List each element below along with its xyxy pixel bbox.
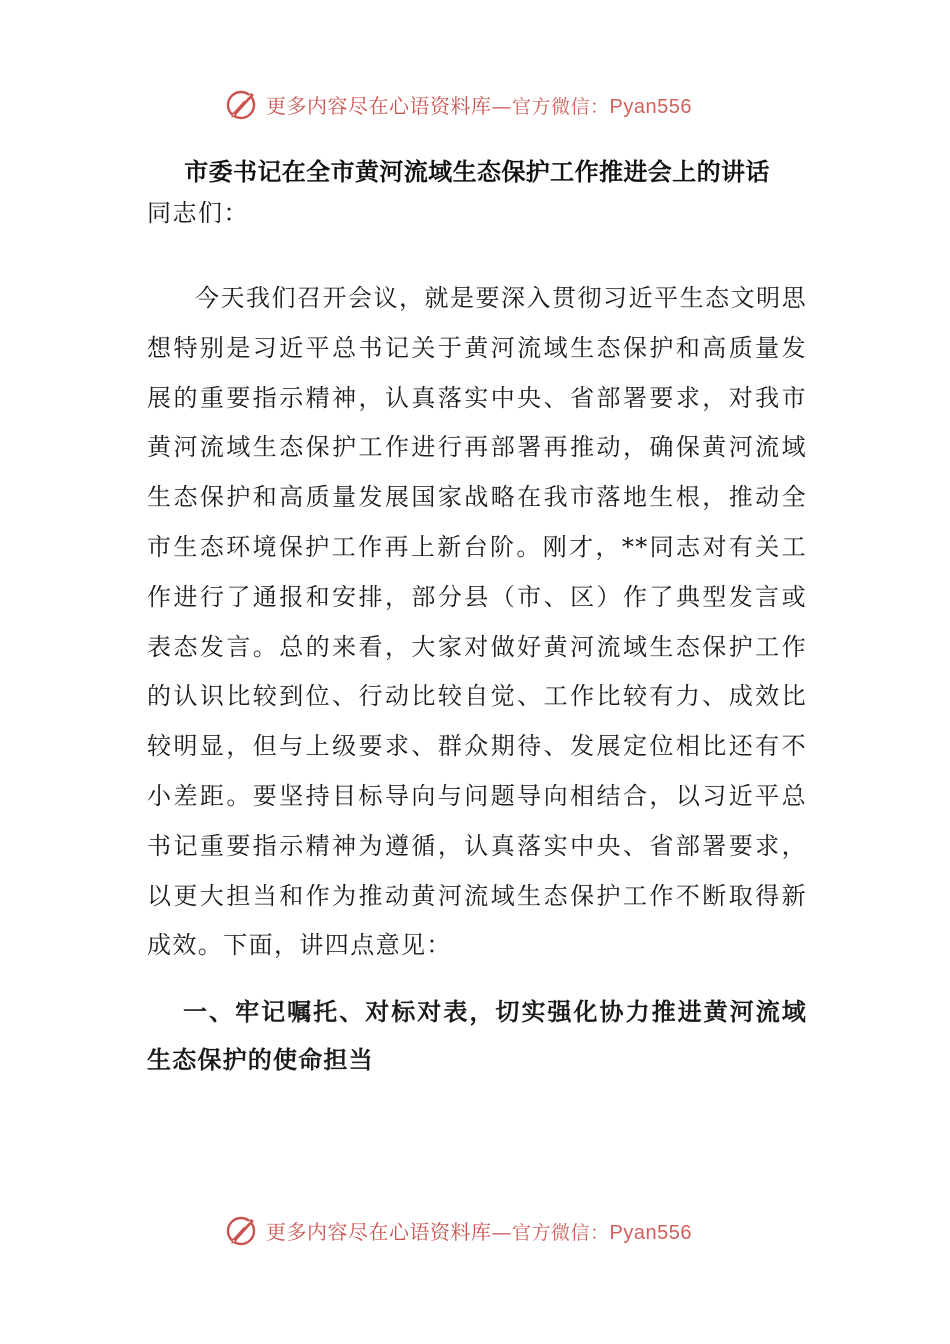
body-paragraph: 今天我们召开会议，就是要深入贯彻习近平生态文明思想特别是习近平总书记关于黄河流域生态保护和高质量发展的重要指示精神，认真落实中央、省部署要求，对我市黄河流域生态保护工作进行再部署再推动，确保黄河流域生态保护和高质量发展国家战略在我市落地生根，推动全市生态环境保护工作再上新台阶。刚才，**同志对有关工作进行了通报和安排，部分县（市、区）作了典型发言或表态发言。总的来看，大家对做好黄河流域生态保护工作的认识比较到位、行动比较自觉、工作比较有力、成效比较明显，但与上级要求、群众期待、发展定位相比还有不小差距。要坚持目标导向与问题导向相结合，以习近平总书记重要指示精神为遵循，认真落实中央、省部署要求，以更大担当和作为推动黄河流域生态保护工作不断取得新成效。下面，讲四点意见： [147,284,807,960]
header-watermark-banner [224,84,744,124]
watermark-wechat-label: 官方微信： [512,1221,610,1244]
watermark-wechat-label: 官方微信： [512,95,610,118]
watermark-wechat-handle: Pyan556 [609,1221,692,1244]
watermark-brand: 更多内容尽在心语资料库 [266,93,492,118]
salutation: 同志们： [147,199,249,227]
watermark-text [266,90,692,119]
section-heading-1: 一、牢记嘱托、对标对表，切实强化协力推进黄河流域生态保护的使命担当 [147,998,807,1074]
watermark-separator: — [491,93,512,118]
watermark-brand: 更多内容尽在心语资料库 [266,1219,492,1244]
quill-pen-logo-icon [224,86,260,122]
watermark-separator: — [491,1219,512,1244]
watermark-text [266,1216,692,1245]
document-title: 市委书记在全市黄河流域生态保护工作推进会上的讲话 [184,158,770,186]
watermark-wechat-handle: Pyan556 [609,95,692,118]
footer-watermark-banner [224,1210,744,1250]
quill-pen-logo-icon [224,1212,260,1248]
